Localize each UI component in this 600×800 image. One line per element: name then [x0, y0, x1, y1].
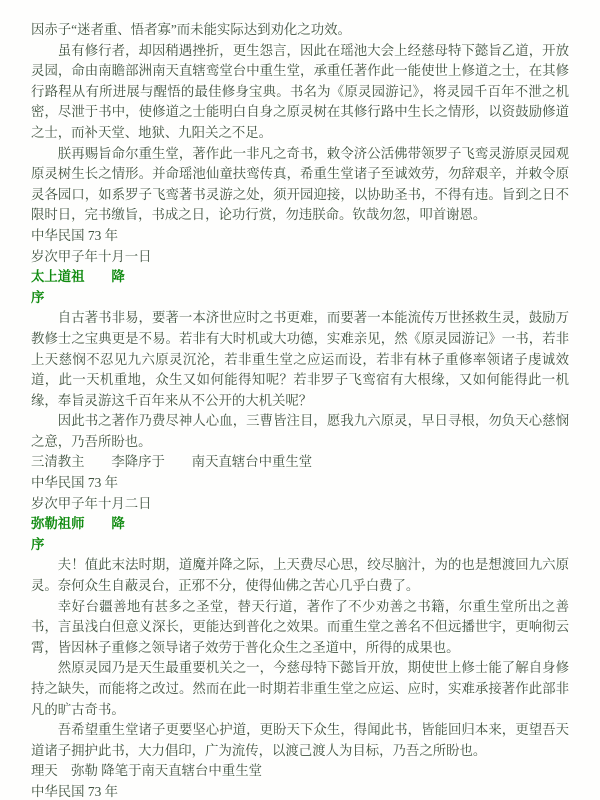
paragraph: 因此书之著作乃费尽神人心血，三曹皆注目，愿我九六原灵，早日寻根，勿负天心慈悯之意，乃吾所盼也。: [31, 413, 569, 449]
paragraph: 幸好台疆善地有甚多之圣堂，替天行道，著作了不少劝善之书籍，尔重生堂所出之善书，言虽浅白但意义深长，更能达到普化之效果。而重生堂之善名不但远播世宇，更响彻云霄，皆因林子重修之领导诸子效劳于普化众生之圣道中，所得的成果也。: [31, 598, 569, 655]
signature-date: 中华民国 73 年: [31, 475, 119, 491]
paragraph: 吾希望重生堂诸子更要坚心护道，更盼天下众生，得闻此书，皆能回归本来，更望吾天道诸子拥护此书，大力倡印，广为流传，以渡己渡人为目标，乃吾之所盼也。: [31, 722, 569, 758]
section-heading-preface: 序: [31, 289, 45, 305]
signature-date: 中华民国 73 年: [31, 783, 119, 799]
signature-attribution: 三清教主 李降序于 南天直辖台中重生堂: [31, 454, 313, 470]
paragraph: 自古著书非易，要著一本济世应时之书更难，而要著一本能流传万世拯救生灵，鼓励万教修士之宝典更是不易。若非有大时机或大功德，实难亲见，然《原灵园游记》一书，若非上天慈悯不忍见九六原灵沉沦，若非重生堂之应运而设，若非有林子重修率领诸子虔诚效道，此一天机重地，众生又如何能得知呢？若非罗子飞鸾宿有大根缘，又如何能得此一机缘，奉旨灵游这千百年来从不公开的大机关呢？: [31, 310, 569, 408]
paragraph: 朕再赐旨命尔重生堂，著作此一非凡之奇书，敕令济公活佛带领罗子飞鸾灵游原灵园观原灵树生长之情形。并命瑶池仙童扶鸾传真，希重生堂诸子至诚效劳，勿辞艰辛，并敕令原灵各园口，如系罗子飞鸾著书灵游之处，须开园迎接，以协助圣书，不得有违。旨到之日不限时日，完书缴旨，书成之日，论功行赏，勿违朕命。钦哉勿忽，叩首谢恩。: [31, 145, 569, 223]
signature-date: 中华民国 73 年: [31, 227, 119, 243]
section-heading-preface: 序: [31, 536, 45, 552]
paragraph: 然原灵园乃是天生最重要机关之一，今慈母特下懿旨开放，期使世上修士能了解自身修持之缺失，而能将之改过。然而在此一时期若非重生堂之应运、应时，实难承接著作此部非凡的旷古奇书。: [31, 660, 569, 717]
paragraph: 因赤子“迷者重、悟者寡”而未能实际达到劝化之功效。: [31, 22, 351, 37]
paragraph: 夫！值此末法时期，道魔并降之际，上天费尽心思，绞尽脑汁，为的也是想渡回九六原灵。奈何众生自蔽灵台，正邪不分，使得仙佛之苦心几乎白费了。: [31, 557, 569, 594]
signature-date: 岁次甲子年十月二日: [31, 495, 152, 511]
paragraph: 虽有修行者，却因稍遇挫折，更生怨言，因此在瑶池大会上经慈母特下懿旨乙道，开放灵园，命由南瞻部洲南天直辖鸾堂台中重生堂，承重任著作此一能使世上修道之士，在其修行路程从有所进展与醒悟的最佳修身宝典。书名为《原灵园游记》，将灵园千百年不泄之机密，尽泄于书中，使修道之士能明白自身之原灵树在其修行路中生长之情形，以资鼓励修道之士，而补天堂、地狱、九阳关之不足。: [31, 42, 569, 140]
section-heading-taishang-daozu: 太上道祖 降: [31, 269, 125, 285]
signature-date: 岁次甲子年十月一日: [31, 248, 152, 264]
section-heading-mile-zushi: 弥勒祖师 降: [31, 516, 125, 532]
signature-attribution: 理天 弥勒 降笔于南天直辖台中重生堂: [31, 763, 262, 779]
